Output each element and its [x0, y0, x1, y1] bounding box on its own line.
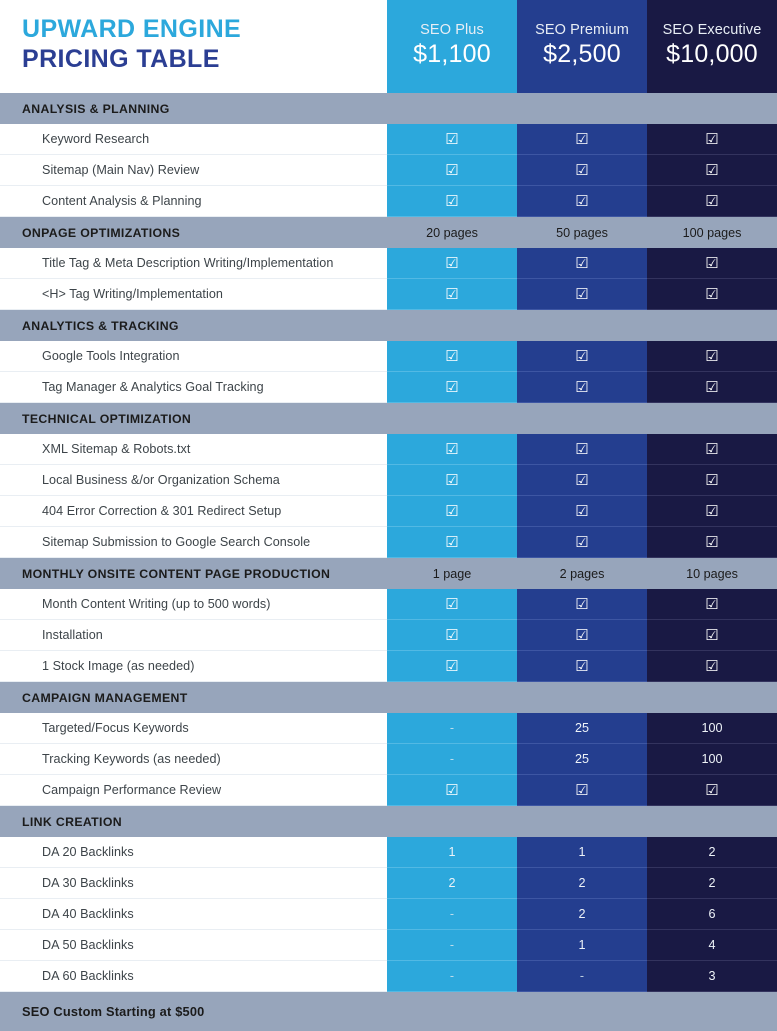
- plan-value-cell: [647, 310, 777, 341]
- feature-row: [0, 279, 777, 310]
- plan-value-cell: [517, 372, 647, 403]
- section-header-row: [0, 806, 777, 837]
- feature-label-cell: [0, 372, 387, 403]
- feature-label: <H> Tag Writing/Implementation: [42, 287, 223, 301]
- feature-label: Title Tag & Meta Description Writing/Implementation: [42, 256, 334, 270]
- feature-label-cell: [0, 248, 387, 279]
- checkbox-check-icon: ☑: [705, 378, 719, 396]
- plan-value: 2: [448, 876, 456, 890]
- plan-value: 100: [701, 752, 723, 766]
- section-label-cell: [0, 403, 387, 434]
- plan-value-cell: [647, 186, 777, 217]
- plan-value-cell: [517, 403, 647, 434]
- checkbox-check-icon: ☑: [445, 595, 459, 613]
- checkbox-check-icon: ☑: [575, 502, 589, 520]
- feature-row: [0, 124, 777, 155]
- section-title: MONTHLY ONSITE CONTENT PAGE PRODUCTION: [22, 566, 331, 581]
- plan-value-cell: [387, 899, 517, 930]
- checkbox-check-icon: ☑: [705, 440, 719, 458]
- section-title: CAMPAIGN MANAGEMENT: [22, 690, 188, 705]
- feature-row: [0, 155, 777, 186]
- feature-row: [0, 961, 777, 992]
- plan-value-cell: [387, 527, 517, 558]
- plan-value-cell: [647, 713, 777, 744]
- plan-header-seo-premium[interactable]: [517, 0, 647, 93]
- plan-value-cell: [517, 775, 647, 806]
- plan-value-cell: [517, 558, 647, 589]
- plan-value-cell: [387, 372, 517, 403]
- plan-value-cell: [517, 837, 647, 868]
- checkbox-check-icon: ☑: [445, 347, 459, 365]
- not-included-dash: -: [449, 938, 455, 952]
- feature-label-cell: [0, 341, 387, 372]
- feature-label: DA 20 Backlinks: [42, 845, 134, 859]
- plan-value-cell: [387, 279, 517, 310]
- plan-value-cell: [647, 837, 777, 868]
- feature-label-cell: [0, 651, 387, 682]
- plan-value-cell: [647, 806, 777, 837]
- plan-value-cell: [647, 558, 777, 589]
- plan-price: $10,000: [666, 39, 758, 68]
- section-quantity: 100 pages: [682, 225, 742, 240]
- feature-label: DA 30 Backlinks: [42, 876, 134, 890]
- section-header-row: [0, 217, 777, 248]
- plan-price: $1,100: [413, 39, 491, 68]
- feature-row: [0, 186, 777, 217]
- feature-row: [0, 837, 777, 868]
- plan-value: 1: [578, 938, 586, 952]
- plan-value-cell: [647, 217, 777, 248]
- plan-value-cell: [387, 713, 517, 744]
- plan-value-cell: [517, 124, 647, 155]
- checkbox-check-icon: ☑: [705, 347, 719, 365]
- checkbox-check-icon: ☑: [575, 657, 589, 675]
- plan-value-cell: [647, 496, 777, 527]
- feature-label: Tracking Keywords (as needed): [42, 752, 221, 766]
- section-title: ANALYSIS & PLANNING: [22, 101, 170, 116]
- checkbox-check-icon: ☑: [575, 595, 589, 613]
- plan-value-cell: [647, 434, 777, 465]
- plan-value-cell: [387, 930, 517, 961]
- checkbox-check-icon: ☑: [575, 130, 589, 148]
- plan-value-cell: [647, 868, 777, 899]
- feature-row: [0, 496, 777, 527]
- feature-row: [0, 341, 777, 372]
- feature-label: Tag Manager & Analytics Goal Tracking: [42, 380, 264, 394]
- plan-value-cell: [387, 496, 517, 527]
- feature-label-cell: [0, 434, 387, 465]
- plan-value-cell: [647, 930, 777, 961]
- section-title: ONPAGE OPTIMIZATIONS: [22, 225, 181, 240]
- plan-price: $2,500: [543, 39, 621, 68]
- checkbox-check-icon: ☑: [705, 254, 719, 272]
- checkbox-check-icon: ☑: [705, 595, 719, 613]
- checkbox-check-icon: ☑: [575, 285, 589, 303]
- feature-row: [0, 930, 777, 961]
- section-quantity: 50 pages: [556, 225, 608, 240]
- plan-value-cell: [517, 248, 647, 279]
- feature-row: [0, 744, 777, 775]
- plan-value-cell: [387, 744, 517, 775]
- feature-row: [0, 465, 777, 496]
- plan-name: SEO Plus: [420, 21, 484, 38]
- plan-value-cell: [517, 620, 647, 651]
- feature-row: [0, 248, 777, 279]
- plan-value-cell: [517, 744, 647, 775]
- feature-label-cell: [0, 527, 387, 558]
- feature-label-cell: [0, 930, 387, 961]
- footer-text: SEO Custom Starting at $500: [22, 1004, 205, 1019]
- plan-value-cell: [387, 589, 517, 620]
- checkbox-check-icon: ☑: [575, 347, 589, 365]
- plan-value-cell: [387, 620, 517, 651]
- plan-value: 2: [578, 907, 586, 921]
- plan-value-cell: [387, 558, 517, 589]
- plan-value-cell: [517, 93, 647, 124]
- plan-value-cell: [647, 899, 777, 930]
- plan-value-cell: [647, 620, 777, 651]
- checkbox-check-icon: ☑: [445, 130, 459, 148]
- feature-label-cell: [0, 186, 387, 217]
- table-header: [0, 0, 777, 93]
- plan-name: SEO Executive: [662, 21, 762, 38]
- feature-label: Keyword Research: [42, 132, 150, 146]
- feature-label: Month Content Writing (up to 500 words): [42, 597, 271, 611]
- plan-value: 2: [708, 876, 716, 890]
- plan-value-cell: [517, 465, 647, 496]
- checkbox-check-icon: ☑: [575, 781, 589, 799]
- section-header-row: [0, 558, 777, 589]
- plan-name: SEO Premium: [535, 21, 629, 38]
- checkbox-check-icon: ☑: [705, 626, 719, 644]
- checkbox-check-icon: ☑: [445, 533, 459, 551]
- plan-value: 25: [574, 721, 589, 735]
- feature-label: DA 40 Backlinks: [42, 907, 134, 921]
- plan-value-cell: [647, 589, 777, 620]
- plan-value-cell: [647, 124, 777, 155]
- plan-value-cell: [517, 310, 647, 341]
- checkbox-check-icon: ☑: [575, 533, 589, 551]
- plan-value: 25: [574, 752, 589, 766]
- feature-label-cell: [0, 775, 387, 806]
- plan-value-cell: [387, 217, 517, 248]
- plan-header-seo-executive[interactable]: [647, 0, 777, 93]
- plan-value-cell: [647, 341, 777, 372]
- table-footer: [0, 992, 777, 1031]
- plan-value-cell: [647, 744, 777, 775]
- plan-value-cell: [387, 434, 517, 465]
- section-label-cell: [0, 558, 387, 589]
- section-header-row: [0, 93, 777, 124]
- section-label-cell: [0, 806, 387, 837]
- plan-value-cell: [387, 124, 517, 155]
- plan-value-cell: [647, 155, 777, 186]
- feature-label-cell: [0, 744, 387, 775]
- checkbox-check-icon: ☑: [575, 471, 589, 489]
- plan-value-cell: [517, 806, 647, 837]
- section-title: TECHNICAL OPTIMIZATION: [22, 411, 192, 426]
- plan-value-cell: [517, 713, 647, 744]
- plan-value-cell: [517, 961, 647, 992]
- feature-label: 1 Stock Image (as needed): [42, 659, 195, 673]
- checkbox-check-icon: ☑: [575, 378, 589, 396]
- plan-value: 4: [708, 938, 716, 952]
- plan-value-cell: [517, 682, 647, 713]
- section-label-cell: [0, 682, 387, 713]
- plan-value-cell: [647, 775, 777, 806]
- plan-value-cell: [517, 155, 647, 186]
- feature-row: [0, 527, 777, 558]
- checkbox-check-icon: ☑: [445, 781, 459, 799]
- feature-label-cell: [0, 496, 387, 527]
- feature-row: [0, 651, 777, 682]
- checkbox-check-icon: ☑: [705, 285, 719, 303]
- feature-label-cell: [0, 124, 387, 155]
- plan-value-cell: [517, 217, 647, 248]
- checkbox-check-icon: ☑: [705, 502, 719, 520]
- plan-value-cell: [387, 806, 517, 837]
- checkbox-check-icon: ☑: [575, 254, 589, 272]
- checkbox-check-icon: ☑: [445, 502, 459, 520]
- checkbox-check-icon: ☑: [705, 161, 719, 179]
- checkbox-check-icon: ☑: [705, 192, 719, 210]
- plan-value-cell: [387, 310, 517, 341]
- plan-value-cell: [387, 186, 517, 217]
- checkbox-check-icon: ☑: [445, 471, 459, 489]
- checkbox-check-icon: ☑: [705, 533, 719, 551]
- section-title: ANALYTICS & TRACKING: [22, 318, 179, 333]
- checkbox-check-icon: ☑: [705, 781, 719, 799]
- feature-label: Sitemap Submission to Google Search Console: [42, 535, 311, 549]
- plan-value: 2: [578, 876, 586, 890]
- feature-label-cell: [0, 713, 387, 744]
- feature-label: Campaign Performance Review: [42, 783, 222, 797]
- feature-label-cell: [0, 837, 387, 868]
- feature-row: [0, 713, 777, 744]
- feature-label: Google Tools Integration: [42, 349, 180, 363]
- plan-value-cell: [387, 155, 517, 186]
- feature-label: DA 50 Backlinks: [42, 938, 134, 952]
- checkbox-check-icon: ☑: [445, 285, 459, 303]
- plan-value-cell: [517, 341, 647, 372]
- section-quantity: 1 page: [432, 566, 472, 581]
- plan-value-cell: [647, 651, 777, 682]
- feature-label-cell: [0, 961, 387, 992]
- not-included-dash: -: [579, 969, 585, 983]
- plan-value-cell: [387, 248, 517, 279]
- checkbox-check-icon: ☑: [575, 161, 589, 179]
- section-label-cell: [0, 310, 387, 341]
- checkbox-check-icon: ☑: [445, 440, 459, 458]
- feature-label: DA 60 Backlinks: [42, 969, 134, 983]
- checkbox-check-icon: ☑: [445, 254, 459, 272]
- brand-line-1: UPWARD ENGINE: [22, 15, 242, 43]
- plan-value: 100: [701, 721, 723, 735]
- plan-value-cell: [647, 372, 777, 403]
- section-quantity: 10 pages: [686, 566, 738, 581]
- feature-label-cell: [0, 465, 387, 496]
- feature-label: Local Business &/or Organization Schema: [42, 473, 280, 487]
- checkbox-check-icon: ☑: [705, 130, 719, 148]
- feature-row: [0, 589, 777, 620]
- plan-value: 2: [708, 845, 716, 859]
- feature-label: Content Analysis & Planning: [42, 194, 202, 208]
- feature-label-cell: [0, 155, 387, 186]
- checkbox-check-icon: ☑: [445, 192, 459, 210]
- checkbox-check-icon: ☑: [445, 378, 459, 396]
- checkbox-check-icon: ☑: [575, 192, 589, 210]
- plan-value-cell: [517, 186, 647, 217]
- plan-header-seo-plus[interactable]: [387, 0, 517, 93]
- plan-value: 6: [708, 907, 716, 921]
- plan-value-cell: [647, 279, 777, 310]
- plan-value: 1: [448, 845, 456, 859]
- feature-row: [0, 868, 777, 899]
- plan-value-cell: [387, 868, 517, 899]
- section-header-row: [0, 682, 777, 713]
- feature-label: Sitemap (Main Nav) Review: [42, 163, 200, 177]
- plan-value-cell: [517, 589, 647, 620]
- plan-value-cell: [647, 527, 777, 558]
- checkbox-check-icon: ☑: [705, 471, 719, 489]
- not-included-dash: -: [449, 752, 455, 766]
- plan-value-cell: [517, 527, 647, 558]
- plan-value-cell: [387, 837, 517, 868]
- checkbox-check-icon: ☑: [575, 440, 589, 458]
- checkbox-check-icon: ☑: [575, 626, 589, 644]
- feature-label: 404 Error Correction & 301 Redirect Setup: [42, 504, 282, 518]
- not-included-dash: -: [449, 907, 455, 921]
- feature-label-cell: [0, 589, 387, 620]
- feature-row: [0, 899, 777, 930]
- section-quantity: 2 pages: [559, 566, 605, 581]
- feature-row: [0, 775, 777, 806]
- feature-row: [0, 434, 777, 465]
- plan-value-cell: [387, 651, 517, 682]
- feature-label-cell: [0, 868, 387, 899]
- checkbox-check-icon: ☑: [445, 161, 459, 179]
- feature-label: Installation: [42, 628, 103, 642]
- plan-value-cell: [387, 682, 517, 713]
- plan-value: 3: [708, 969, 716, 983]
- not-included-dash: -: [449, 969, 455, 983]
- feature-label-cell: [0, 899, 387, 930]
- plan-value-cell: [387, 93, 517, 124]
- plan-value-cell: [387, 465, 517, 496]
- feature-label-cell: [0, 620, 387, 651]
- not-included-dash: -: [449, 721, 455, 735]
- checkbox-check-icon: ☑: [445, 626, 459, 644]
- plan-value-cell: [517, 899, 647, 930]
- section-label-cell: [0, 217, 387, 248]
- section-title: LINK CREATION: [22, 814, 122, 829]
- section-header-row: [0, 310, 777, 341]
- plan-value-cell: [647, 248, 777, 279]
- plan-value-cell: [647, 961, 777, 992]
- plan-value-cell: [517, 279, 647, 310]
- checkbox-check-icon: ☑: [705, 657, 719, 675]
- plan-value-cell: [517, 651, 647, 682]
- pricing-rows: [0, 93, 777, 992]
- section-label-cell: [0, 93, 387, 124]
- plan-value-cell: [647, 93, 777, 124]
- plan-value-cell: [387, 403, 517, 434]
- section-quantity: 20 pages: [426, 225, 478, 240]
- plan-value-cell: [517, 868, 647, 899]
- plan-value-cell: [517, 434, 647, 465]
- plan-value-cell: [647, 682, 777, 713]
- checkbox-check-icon: ☑: [445, 657, 459, 675]
- plan-value-cell: [517, 930, 647, 961]
- plan-value: 1: [578, 845, 586, 859]
- feature-row: [0, 620, 777, 651]
- plan-value-cell: [387, 341, 517, 372]
- plan-value-cell: [647, 465, 777, 496]
- plan-value-cell: [517, 496, 647, 527]
- plan-value-cell: [387, 775, 517, 806]
- feature-row: [0, 372, 777, 403]
- section-header-row: [0, 403, 777, 434]
- plan-value-cell: [647, 403, 777, 434]
- feature-label: Targeted/Focus Keywords: [42, 721, 189, 735]
- brand-block: [0, 0, 387, 93]
- brand-line-2: PRICING TABLE: [22, 45, 220, 73]
- feature-label: XML Sitemap & Robots.txt: [42, 442, 191, 456]
- plan-value-cell: [387, 961, 517, 992]
- feature-label-cell: [0, 279, 387, 310]
